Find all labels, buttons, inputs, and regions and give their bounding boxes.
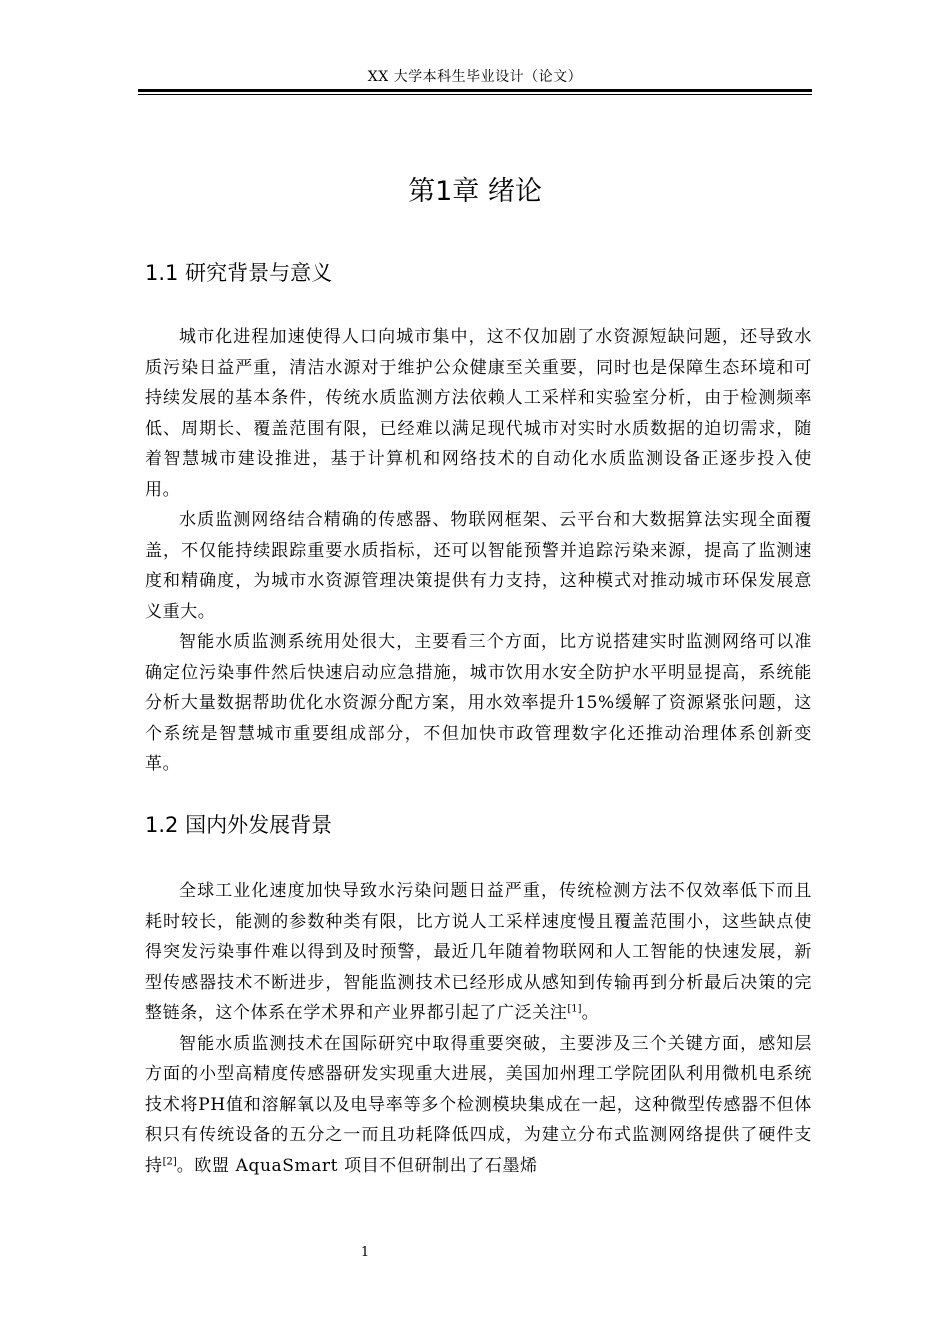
paragraph: 水质监测网络结合精确的传感器、物联网框架、云平台和大数据算法实现全面覆盖，不仅能持续跟踪重要水质指标，还可以智能预警并追踪污染来源，提高了监测速度和精确度，为城市水资源管理决策提供有力支持，这种模式对推动城市环保发展意义重大。 bbox=[145, 510, 812, 622]
citation-2: [2] bbox=[162, 1155, 177, 1167]
header-rule-thin bbox=[138, 94, 812, 95]
paragraph-text: 智能水质监测技术在国际研究中取得重要突破，主要涉及三个关键方面，感知层方面的小型高精度传感器研发实现重大进展，美国加州理工学院团队利用微机电系统技术将PH值和溶解氧以及电导率等多个检测模块集成在一起，这种微型传感器不但体积只有传统设备的五分之一而且功耗降低四成，为建立分布式监测网络提供了硬件支持 bbox=[145, 1033, 812, 1176]
section-1-2-body bbox=[145, 876, 812, 1181]
section-1-1-body bbox=[145, 322, 812, 780]
paragraph: 城市化进程加速使得人口向城市集中，这不仅加剧了水资源短缺问题，还导致水质污染日益严重，清洁水源对于维护公众健康至关重要，同时也是保障生态环境和可持续发展的基本条件，传统水质监测方法依赖人工采样和实验室分析，由于检测频率低、周期长、覆盖范围有限，已经难以满足现代城市对实时水质数据的迫切需求，随着智慧城市建设推进，基于计算机和网络技术的自动化水质监测设备正逐步投入使用。 bbox=[145, 327, 812, 500]
paragraph-tail: 。 bbox=[581, 1003, 600, 1023]
paragraph bbox=[145, 876, 812, 1029]
page-number: 1 bbox=[360, 1245, 370, 1260]
paragraph-tail: 。欧盟 AquaSmart 项目不但研制出了石墨烯 bbox=[176, 1155, 538, 1176]
chapter-title: 第1章 绪论 bbox=[408, 176, 542, 207]
header-rule-thick bbox=[138, 89, 812, 92]
running-header: XX 大学本科生毕业设计（论文） bbox=[367, 69, 583, 85]
section-heading-1-2: 1.2 国内外发展背景 bbox=[145, 813, 333, 837]
citation-1: [1] bbox=[567, 1003, 582, 1015]
paragraph-text: 全球工业化速度加快导致水污染问题日益严重，传统检测方法不仅效率低下而且耗时较长，能测的参数种类有限，比方说人工采样速度慢且覆盖范围小，这些缺点使得突发污染事件难以得到及时预警，最近几年随着物联网和人工智能的快速发展，新型传感器技术不断进步，智能监测技术已经形成从感知到传输再到分析最后决策的完整链条，这个体系在学术界和产业界都引起了广泛关注 bbox=[145, 881, 812, 1023]
paragraph: 智能水质监测系统用处很大，主要看三个方面，比方说搭建实时监测网络可以准确定位污染事件然后快速启动应急措施，城市饮用水安全防护水平明显提高，系统能分析大量数据帮助优化水资源分配方案，用水效率提升15%缓解了资源紧张问题，这个系统是智慧城市重要组成部分，不但加快市政管理数字化还推动治理体系创新变革。 bbox=[145, 632, 812, 774]
section-heading-1-1: 1.1 研究背景与意义 bbox=[145, 261, 333, 285]
paragraph bbox=[145, 1029, 812, 1182]
